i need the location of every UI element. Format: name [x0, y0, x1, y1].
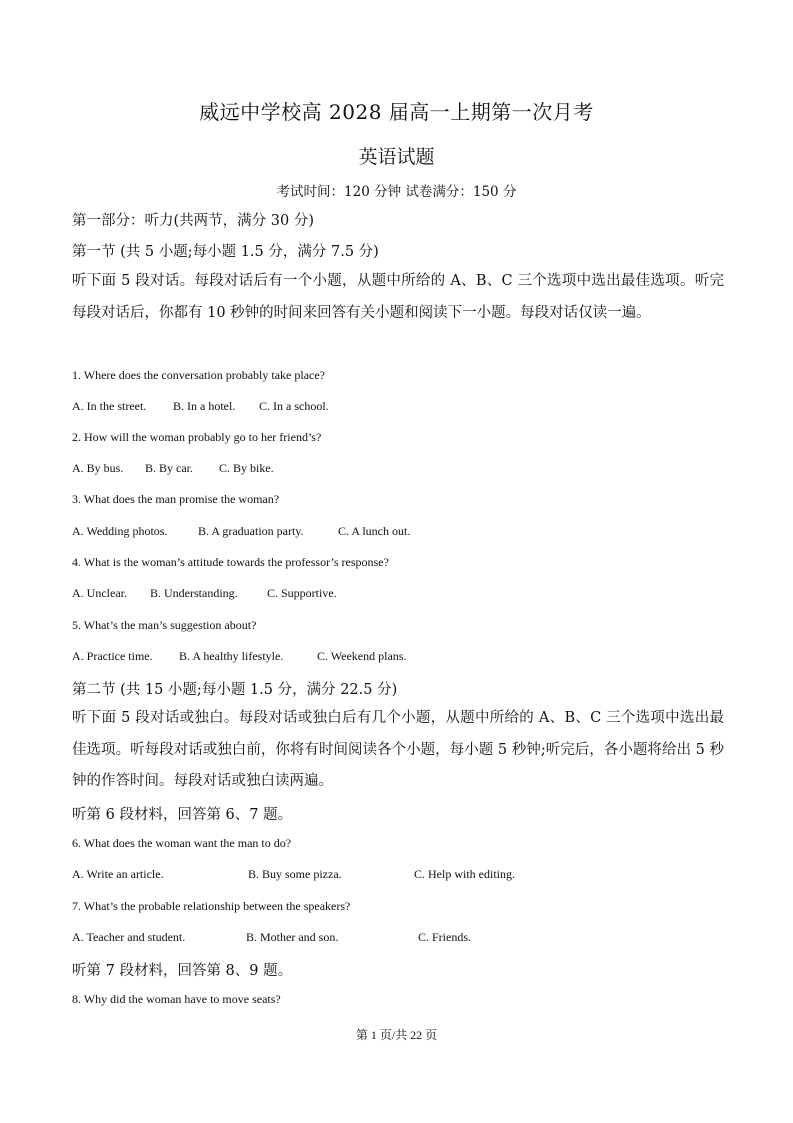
- q5-option-a: A. Practice time.: [72, 649, 153, 663]
- page-footer: 第 1 页/共 22 页: [355, 1028, 438, 1042]
- q2-option-b: B. By car.: [145, 461, 193, 475]
- question-4: 4. What is the woman’s attitude towards the professor’s response?: [72, 555, 389, 569]
- exam-info: 考试时间：120 分钟 试卷满分：150 分: [276, 184, 517, 200]
- q3-option-b: B. A graduation party.: [198, 524, 304, 538]
- q4-option-b: B. Understanding.: [150, 586, 238, 600]
- q6-option-c: C. Help with editing.: [414, 867, 515, 881]
- q1-option-c: C. In a school.: [259, 399, 329, 413]
- part1-heading: 第一部分：听力(共两节，满分 30 分): [72, 213, 314, 229]
- question-3: 3. What does the man promise the woman?: [72, 492, 280, 506]
- q4-option-a: A. Unclear.: [72, 586, 127, 600]
- material-7-heading: 听第 7 段材料，回答第 8、9 题。: [72, 963, 293, 979]
- exam-title: 威远中学校高 2028 届高一上期第一次月考: [199, 100, 594, 124]
- q5-option-c: C. Weekend plans.: [317, 649, 407, 663]
- q6-option-b: B. Buy some pizza.: [248, 867, 342, 881]
- material-6-heading: 听第 6 段材料，回答第 6、7 题。: [72, 807, 293, 823]
- section1-instructions: 听下面 5 段对话。每段对话后有一个小题，从题中所给的 A、B、C 三个选项中选出最佳选项。听完每段对话后，你都有 10 秒钟的时间来回答有关小题和阅读下一小题。每段对话仅读一遍。: [72, 273, 724, 321]
- q6-option-a: A. Write an article.: [72, 867, 164, 881]
- section2-instructions: 听下面 5 段对话或独白。每段对话或独白后有几个小题，从题中所给的 A、B、C 三个选项中选出最佳选项。听每段对话或独白前，你将有时间阅读各个小题，每小题 5 秒钟;听完后，各小题将给出 5 秒钟的作答时间。每段对话或独白读两遍。: [72, 710, 724, 789]
- section2-heading: 第二节 (共 15 小题;每小题 1.5 分，满分 22.5 分): [72, 682, 398, 698]
- q3-option-a: A. Wedding photos.: [72, 524, 168, 538]
- question-6: 6. What does the woman want the man to do?: [72, 836, 292, 850]
- section1-heading: 第一节 (共 5 小题;每小题 1.5 分，满分 7.5 分): [72, 244, 379, 260]
- question-2: 2. How will the woman probably go to her friend’s?: [72, 430, 322, 444]
- question-5: 5. What’s the man’s suggestion about?: [72, 618, 257, 632]
- subject-title: 英语试题: [358, 146, 435, 168]
- q1-option-a: A. In the street.: [72, 399, 147, 413]
- question-7: 7. What’s the probable relationship between the speakers?: [72, 899, 351, 913]
- q7-option-c: C. Friends.: [418, 930, 472, 944]
- question-8: 8. Why did the woman have to move seats?: [72, 992, 281, 1006]
- q2-option-a: A. By bus.: [72, 461, 124, 475]
- q5-option-b: B. A healthy lifestyle.: [179, 649, 284, 663]
- question-1: 1. Where does the conversation probably take place?: [72, 368, 326, 382]
- q7-option-b: B. Mother and son.: [246, 930, 339, 944]
- q1-option-b: B. In a hotel.: [173, 399, 236, 413]
- q2-option-c: C. By bike.: [219, 461, 274, 475]
- q7-option-a: A. Teacher and student.: [72, 930, 186, 944]
- q3-option-c: C. A lunch out.: [338, 524, 411, 538]
- q4-option-c: C. Supportive.: [267, 586, 337, 600]
